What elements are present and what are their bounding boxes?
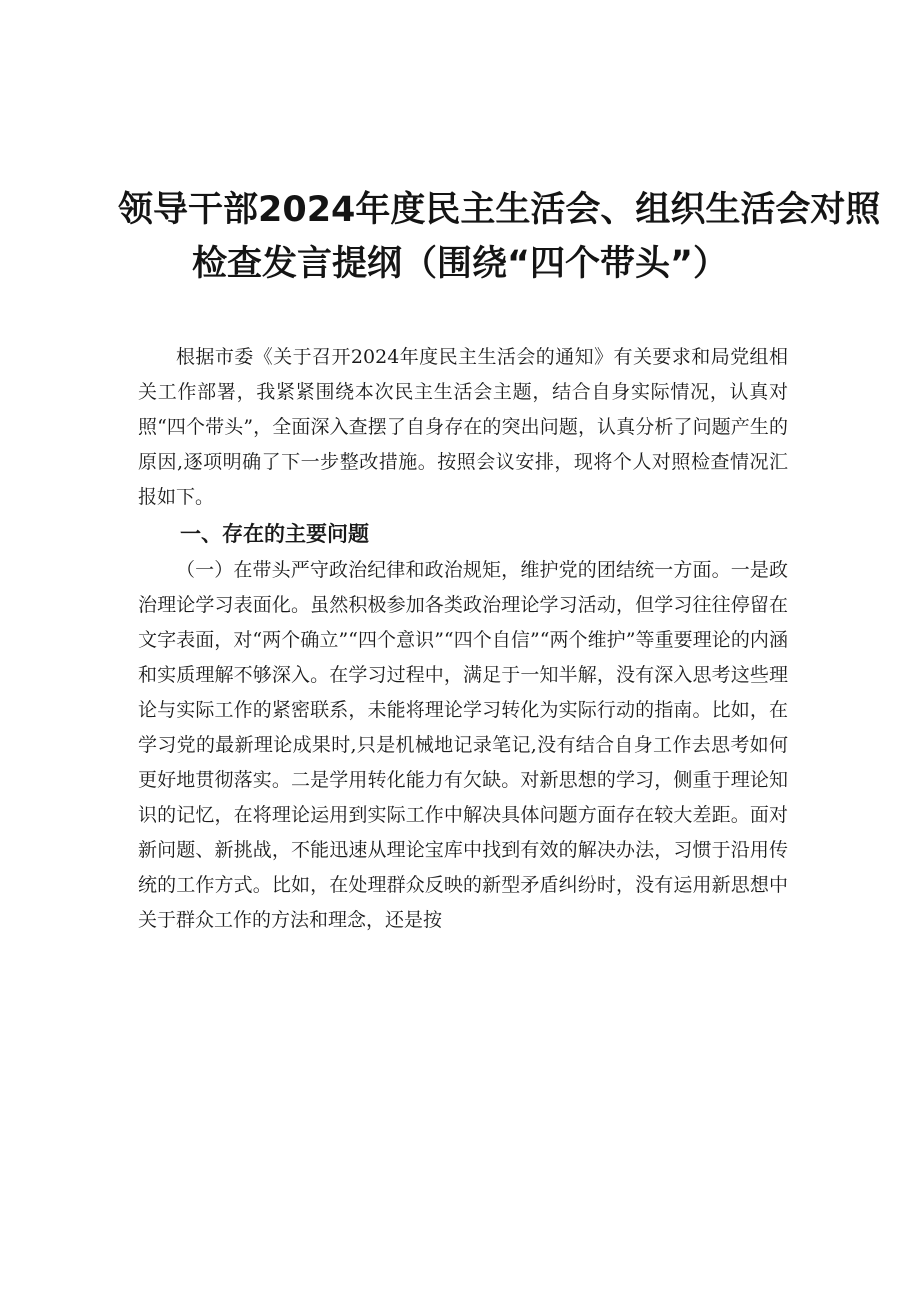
section-paragraph-1: （一）在带头严守政治纪律和政治规矩，维护党的团结统一方面。一是政治理论学习表面化。虽然积极参加各类政治理论学习活动，但学习往往停留在文字表面，对“两个确立”“四个意识”“四个自信”“两个维护”等重要理论的内涵和实质理解不够深入。在学习过程中，满足于一知半解，没有深入思考这些理论与实际工作的紧密联系，未能将理论学习转化为实际行动的指南。比如，在学习党的最新理论成果时,只是机械地记录笔记,没有结合自身工作去思考如何更好地贯彻落实。二是学用转化能力有欠缺。对新思想的学习，侧重于理论知识的记忆，在将理论运用到实际工作中解决具体问题方面存在较大差距。面对新问题、新挑战，不能迅速从理论宝库中找到有效的解决办法，习惯于沿用传统的工作方式。比如，在处理群众反映的新型矛盾纠纷时，没有运用新思想中关于群众工作的方法和理念，还是按 bbox=[138, 559, 788, 931]
title-line-1: 领导干部2024年度民主生活会、组织生活会对照 bbox=[118, 190, 881, 231]
title-line-2: 检查发言提纲（围绕“四个带头”） bbox=[191, 244, 728, 285]
document-title bbox=[118, 183, 881, 291]
intro-paragraph: 根据市委《关于召开2024年度民主生活会的通知》有关要求和局党组相关工作部署，我紧紧围绕本次民主生活会主题，结合自身实际情况，认真对照“四个带头”，全面深入查摆了自身存在的突出问题，认真分析了问题产生的原因,逐项明确了下一步整改措施。按照会议安排，现将个人对照检查情况汇报如下。 bbox=[138, 346, 788, 508]
section-heading-problems: 一、存在的主要问题 bbox=[180, 522, 369, 546]
document-body bbox=[138, 340, 788, 938]
